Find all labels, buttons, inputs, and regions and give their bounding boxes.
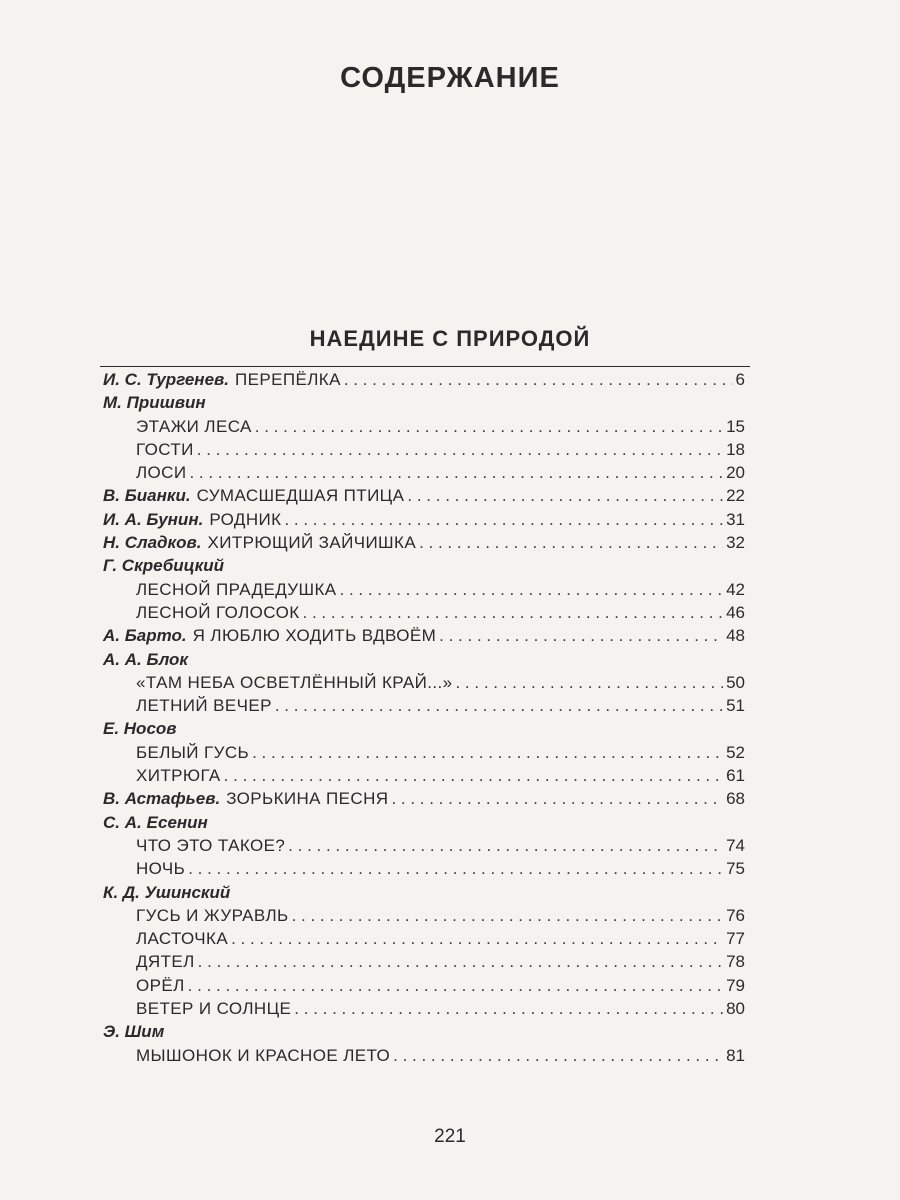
toc-title: ХИТРЮГА <box>136 766 221 786</box>
toc-entry <box>103 834 745 857</box>
toc-title: ПЕРЕПЁЛКА <box>235 370 341 389</box>
toc-page-number: 48 <box>726 626 745 646</box>
toc-page-number: 46 <box>726 602 745 622</box>
toc-title: ГУСЬ И ЖУРАВЛЬ <box>136 905 289 925</box>
dot-leader <box>284 508 723 531</box>
toc-entry <box>103 787 745 810</box>
toc-title: ЛЕСНОЙ ГОЛОСОК <box>136 602 300 622</box>
toc-page-number: 31 <box>726 509 745 529</box>
toc-author-heading <box>103 717 745 740</box>
dot-leader <box>407 484 723 507</box>
toc-entry <box>103 601 745 624</box>
toc-author: К. Д. Ушинский <box>103 882 231 902</box>
dot-leader <box>340 578 724 601</box>
dot-leader <box>393 1044 723 1067</box>
toc-page-number: 68 <box>726 789 745 809</box>
toc-title: МЫШОНОК И КРАСНОЕ ЛЕТО <box>136 1045 391 1065</box>
dot-leader <box>189 461 723 484</box>
dot-leader <box>188 857 723 880</box>
toc-page-number: 6 <box>735 370 745 389</box>
section-divider <box>100 366 750 367</box>
toc-title: ЭТАЖИ ЛЕСА <box>136 416 252 436</box>
toc-page-number: 50 <box>726 672 745 692</box>
toc-author: Э. Шим <box>103 1022 165 1042</box>
toc-entry <box>103 764 745 787</box>
toc-author-heading <box>103 554 745 577</box>
toc-page-number: 51 <box>726 696 745 716</box>
dot-leader <box>275 694 723 717</box>
toc-page-number: 81 <box>726 1045 745 1065</box>
dot-leader <box>231 927 723 950</box>
toc-entry <box>103 415 745 438</box>
toc-author-heading <box>103 391 745 414</box>
toc-author: А. Барто. <box>103 626 187 646</box>
dot-leader <box>198 950 723 973</box>
toc-page-number: 78 <box>726 952 745 972</box>
toc-entry <box>103 578 745 601</box>
toc-entry <box>103 974 745 997</box>
page-number: 221 <box>434 1126 466 1147</box>
toc-page-number: 77 <box>726 929 745 949</box>
dot-leader <box>419 531 723 554</box>
toc-page-number: 80 <box>726 999 745 1019</box>
toc-page-number: 74 <box>726 835 745 855</box>
toc-title: ЧТО ЭТО ТАКОЕ? <box>136 835 286 855</box>
toc-author: И. А. Бунин. <box>103 509 204 529</box>
toc-author: В. Бианки. <box>103 486 191 506</box>
toc-title: ДЯТЕЛ <box>136 952 195 972</box>
toc-title: СУМАСШЕДШАЯ ПТИЦА <box>196 486 405 506</box>
toc-title: ЛАСТОЧКА <box>136 929 229 949</box>
toc-page-number: 22 <box>726 486 745 506</box>
dot-leader <box>292 904 724 927</box>
toc-title: ЛЕСНОЙ ПРАДЕДУШКА <box>136 579 337 599</box>
toc-page-number: 18 <box>726 439 745 459</box>
toc-page-number: 61 <box>726 766 745 786</box>
toc-title: ГОСТИ <box>136 439 194 459</box>
dot-leader <box>197 438 723 461</box>
dot-leader <box>255 415 723 438</box>
dot-leader <box>188 974 723 997</box>
toc-entry <box>103 997 745 1020</box>
toc-author: М. Пришвин <box>103 393 206 413</box>
toc-title: Я ЛЮБЛЮ ХОДИТЬ ВДВОЁМ <box>192 626 437 646</box>
dot-leader <box>344 368 733 391</box>
toc-author: Н. Сладков. <box>103 533 202 553</box>
toc-title: ЗОРЬКИНА ПЕСНЯ <box>226 789 389 809</box>
toc-entry <box>103 741 745 764</box>
toc-page-number: 20 <box>726 463 745 483</box>
dot-leader <box>252 741 723 764</box>
dot-leader <box>303 601 724 624</box>
toc-author-heading <box>103 1020 745 1043</box>
toc-author-heading <box>103 648 745 671</box>
toc-entry <box>103 1044 745 1067</box>
toc-title: НОЧЬ <box>136 859 186 879</box>
toc-entry <box>103 508 745 531</box>
toc-title: БЕЛЫЙ ГУСЬ <box>136 742 250 762</box>
toc-entry <box>103 927 745 950</box>
toc-entry <box>103 461 745 484</box>
toc-page-number: 75 <box>726 859 745 879</box>
toc-page-number: 42 <box>726 579 745 599</box>
toc-title: ХИТРЮЩИЙ ЗАЙЧИШКА <box>207 533 417 553</box>
table-of-contents <box>103 368 745 1067</box>
dot-leader <box>455 671 723 694</box>
toc-title: ВЕТЕР И СОЛНЦЕ <box>136 999 292 1019</box>
toc-entry <box>103 531 745 554</box>
dot-leader <box>439 624 723 647</box>
toc-author: Е. Носов <box>103 719 177 739</box>
toc-page-number: 79 <box>726 975 745 995</box>
dot-leader <box>391 787 723 810</box>
toc-title: ЛОСИ <box>136 463 187 483</box>
dot-leader <box>294 997 723 1020</box>
toc-author: И. С. Тургенев. <box>103 370 230 389</box>
toc-entry <box>103 438 745 461</box>
section-title: НАЕДИНЕ С ПРИРОДОЙ <box>309 326 591 351</box>
toc-entry <box>103 368 745 391</box>
toc-entry <box>103 484 745 507</box>
dot-leader <box>224 764 723 787</box>
dot-leader <box>288 834 723 857</box>
toc-entry <box>103 904 745 927</box>
toc-entry <box>103 857 745 880</box>
toc-page-number: 15 <box>726 416 745 436</box>
toc-author-heading <box>103 811 745 834</box>
toc-entry <box>103 671 745 694</box>
toc-title: РОДНИК <box>209 509 282 529</box>
toc-title: «ТАМ НЕБА ОСВЕТЛЁННЫЙ КРАЙ...» <box>136 672 453 692</box>
toc-author: В. Астафьев. <box>103 789 221 809</box>
toc-author: А. А. Блок <box>103 649 189 669</box>
toc-entry <box>103 950 745 973</box>
toc-title: ОРЁЛ <box>136 975 185 995</box>
toc-author: С. А. Есенин <box>103 812 208 832</box>
toc-author-heading <box>103 881 745 904</box>
toc-page-number: 52 <box>726 742 745 762</box>
toc-author: Г. Скребицкий <box>103 556 225 576</box>
toc-entry <box>103 694 745 717</box>
page-title: СОДЕРЖАНИЕ <box>340 62 560 94</box>
toc-entry <box>103 624 745 647</box>
toc-title: ЛЕТНИЙ ВЕЧЕР <box>136 696 272 716</box>
toc-page-number: 32 <box>726 533 745 553</box>
toc-page-number: 76 <box>726 905 745 925</box>
